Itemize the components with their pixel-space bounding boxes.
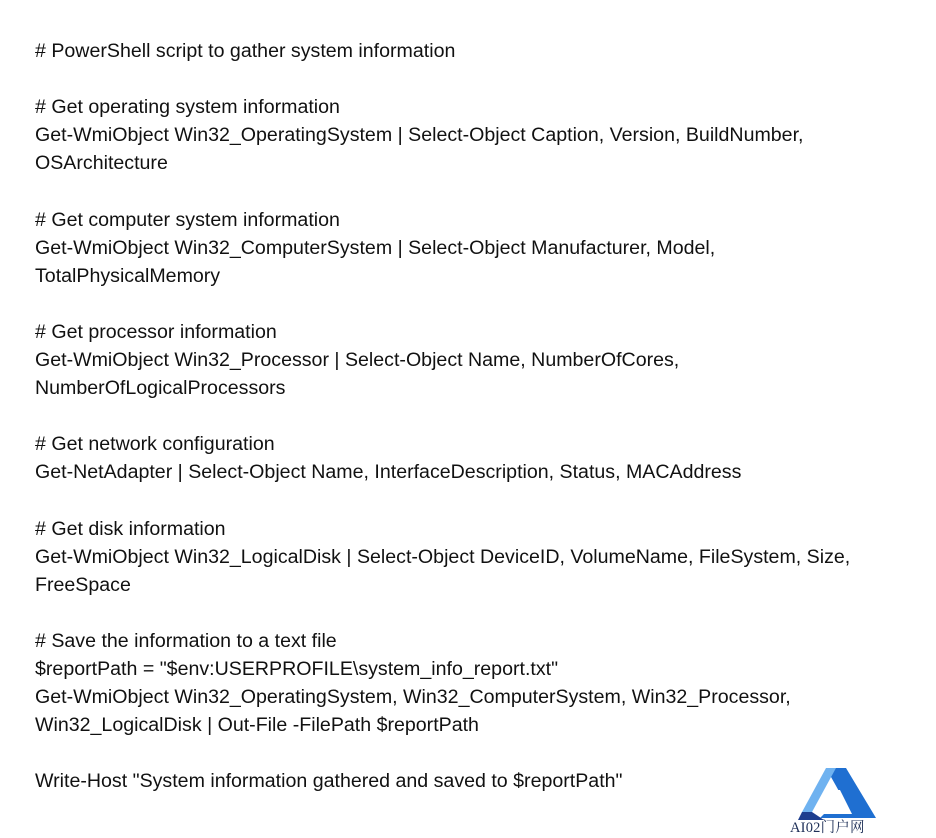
blank-line	[35, 177, 925, 205]
code-line: NumberOfLogicalProcessors	[35, 377, 286, 400]
code-line: # Get computer system information	[35, 208, 340, 231]
watermark-logo	[784, 760, 894, 838]
watermark-text: AI02门户网	[790, 820, 865, 836]
code-line: Get-WmiObject Win32_LogicalDisk | Select-Object DeviceID, VolumeName, FileSystem, Size,	[35, 545, 851, 568]
code-line: Write-Host "System information gathered and saved to $reportPath"	[35, 770, 623, 793]
script-document	[35, 37, 925, 796]
blank-line	[35, 487, 925, 515]
code-line: Get-WmiObject Win32_OperatingSystem, Win32_ComputerSystem, Win32_Processor,	[35, 686, 791, 709]
code-line: Get-WmiObject Win32_Processor | Select-Object Name, NumberOfCores,	[35, 349, 680, 372]
code-line: # Save the information to a text file	[35, 629, 337, 652]
blank-line	[35, 402, 925, 430]
code-line: Get-WmiObject Win32_OperatingSystem | Select-Object Caption, Version, BuildNumber,	[35, 124, 804, 147]
code-line: # Get operating system information	[35, 96, 340, 119]
blank-line	[35, 290, 925, 318]
code-line: $reportPath = "$env:USERPROFILE\system_info_report.txt"	[35, 658, 559, 681]
code-line: # PowerShell script to gather system information	[35, 40, 456, 62]
code-line: Win32_LogicalDisk | Out-File -FilePath $reportPath	[35, 714, 479, 737]
code-line: Get-WmiObject Win32_ComputerSystem | Select-Object Manufacturer, Model,	[35, 236, 716, 259]
code-line: Get-NetAdapter | Select-Object Name, InterfaceDescription, Status, MACAddress	[35, 461, 742, 484]
blank-line	[35, 65, 925, 93]
code-line: FreeSpace	[35, 573, 131, 596]
blank-line	[35, 599, 925, 627]
code-line: # Get disk information	[35, 517, 226, 540]
code-line: # Get processor information	[35, 320, 277, 343]
code-line: TotalPhysicalMemory	[35, 264, 221, 287]
code-line: OSArchitecture	[35, 152, 168, 175]
mountain-a-logo-icon	[796, 764, 878, 822]
code-line: # Get network configuration	[35, 433, 275, 456]
